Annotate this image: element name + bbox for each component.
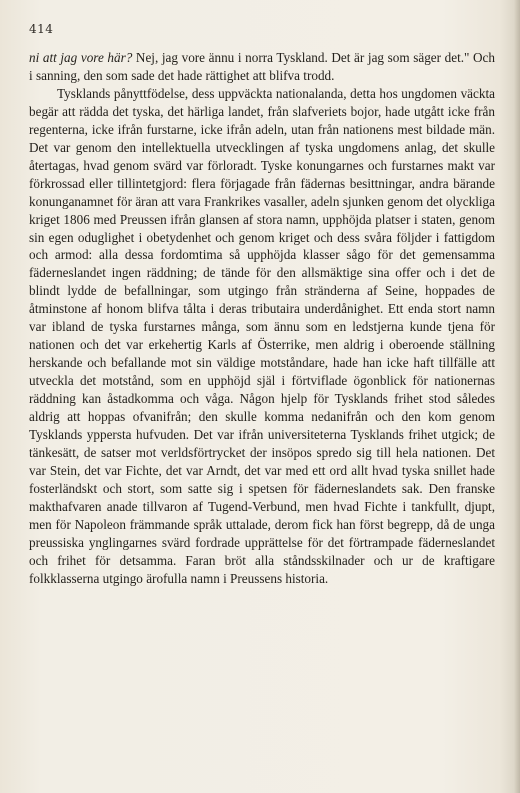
paragraph-continuation bbox=[29, 49, 495, 85]
paragraph: Tysklands pånyttfödelse, dess uppväckta nationalanda, detta hos ungdomen väckta begär att rädda det tyska, det härliga landet, från slafveriets bojor, hade utgått icke från regenterna, icke ifrån furstarne, icke ifrån adeln, utan från nationens mest bildade män. Det var genom den intellektuella utvecklingen af tyska ungdomens anlag, det skulle återtagas, hvad genom svärd var förloradt. Tyske konungarnes och furstarnes makt var förkrossad eller tillintetgjord: flera förjagade från fädernas besittningar, andra bärande konunganamnet för äran att vara Frankrikes vasaller, adeln sjunken genom det olyckliga kriget 1806 med Preussen ifrån glansen af stora namn, upphöjda platser i staten, genom sin egen oduglighet i obetydenhet och genom kriget och dess svåra följder i fattigdom och armod: alla dessa fordomtima så upphöjda klasser sågo för det gemensamma fäderneslandet ingen räddning; de tände för den allsmäktige sina offer och i det de blindt lydde de befallningar, som utgingo från stränderna af Seine, hoppades de åtminstone af honom blifva tålta i deras tributaira underdånighet. Ett enda stort namn var ibland de tyska furstarnes många, som ännu som en ledstjerna kunde tjena för nationen och det var erkehertig Karls af Österrike, men aldrig i oberoende ställning herskande och befallande mot sin väldige motståndare, hade han icke haft tillfälle att utveckla det motstånd, som en upphöjd själ i förtviflade ögonblick för nationernas räddning kan åstadkomma och våga. Någon hjelp för Tysklands frihet stod således aldrig att hoppas ofvanifrån; den skulle komma nedanifrån och den kom genom Tysklands yppersta hufvuden. Det var ifrån universiteterna Tysklands frihet utgick; de tänkesätt, de satser mot verldsförtrycket der insöpos spredo sig till hela nationen. Det var Stein, det var Fichte, det var Arndt, det var med ett ord allt hvad tyska snillet hade fosterländskt och stort, som satte sig i spetsen för fäderneslandets sak. Den franske makthafvaren anade tillvaron af Tugend-Verbund, men hvad Fichte i tankfullt, djupt, men för Napoleon främmande språk uttalade, derom fick han först begrepp, då de unga preussiska ynglingarnes svärd fordrade upprättelse för det förtrampade fäderneslandet och frihet för detsamma. Faran bröt alla ståndsskilnader och ur de kraftigare folkklasserna utgingo ärofulla namn i Preussens historia. bbox=[29, 85, 495, 586]
body-text bbox=[29, 49, 495, 588]
page-edge-shadow bbox=[514, 0, 520, 793]
italic-quote: ni att jag vore här? bbox=[29, 50, 133, 65]
page-number: 414 bbox=[29, 22, 54, 36]
paragraph-text: Nej, jag vore ännu i norra Tyskland. Det är jag som säger det." Och i sanning, den som sade det hade rättighet att blifva trodd. bbox=[29, 50, 496, 83]
